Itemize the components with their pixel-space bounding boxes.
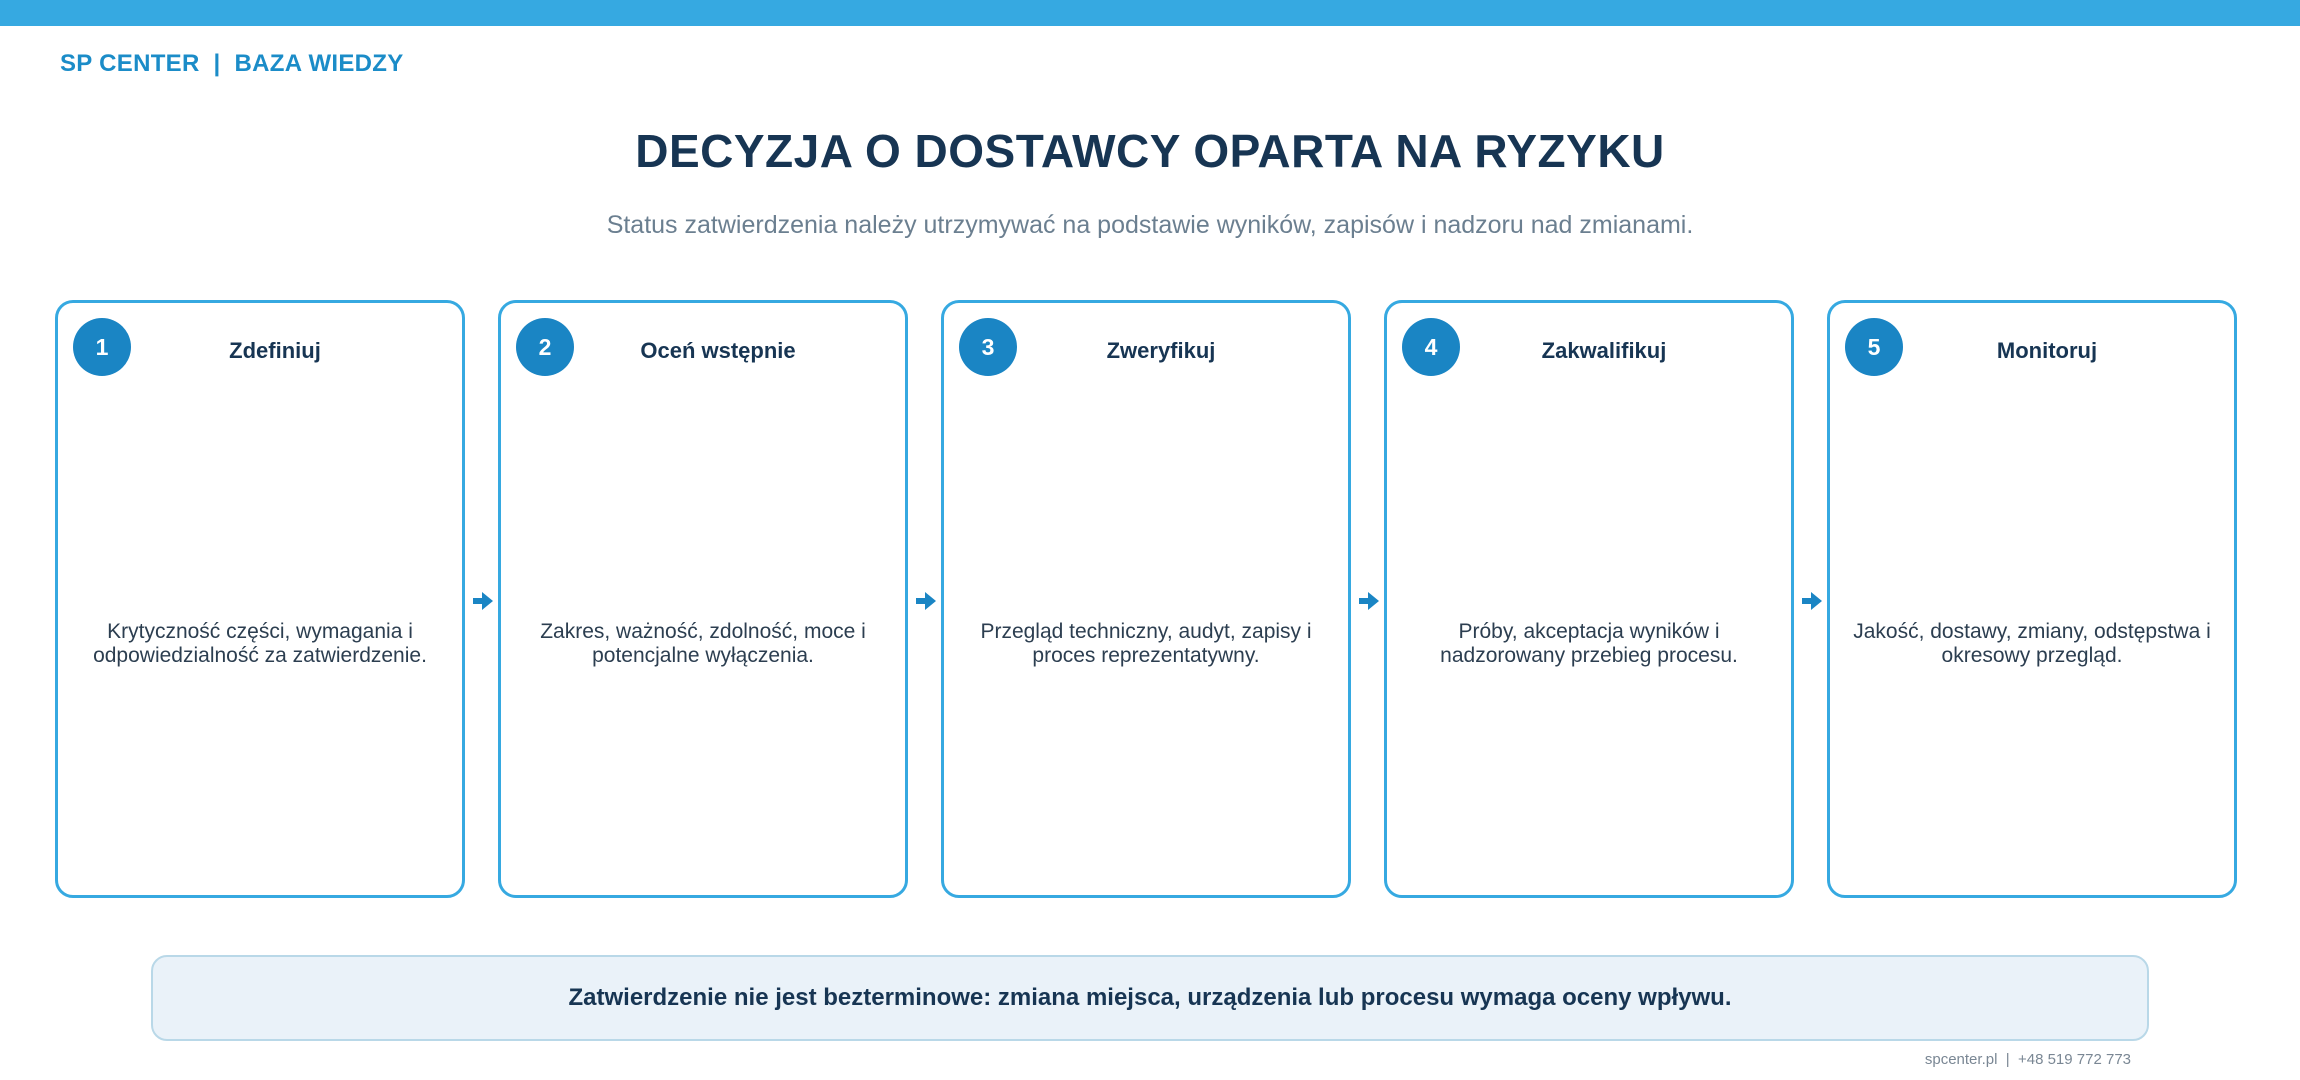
page-title: DECYZJA O DOSTAWCY OPARTA NA RYZYKU — [635, 125, 1665, 177]
step-title: Zweryfikuj — [1106, 338, 1216, 363]
step-number-badge: 1 — [73, 318, 131, 376]
step-card-5 — [1827, 300, 2237, 898]
step-number-badge: 4 — [1402, 318, 1460, 376]
arrow-right-icon — [473, 590, 495, 612]
step-number-badge: 3 — [959, 318, 1017, 376]
step-title: Oceń wstępnie — [640, 338, 796, 363]
top-accent-bar — [0, 0, 2300, 26]
arrow-right-icon — [1802, 590, 1824, 612]
footer-contact: spcenter.pl | +48 519 772 773 — [1924, 1051, 2131, 1068]
step-number-badge: 5 — [1845, 318, 1903, 376]
step-title: Monitoruj — [1996, 338, 2098, 363]
step-number-badge: 2 — [516, 318, 574, 376]
arrow-right-icon — [916, 590, 938, 612]
page-subtitle: Status zatwierdzenia należy utrzymywać na podstawie wyników, zapisów i nadzoru nad zmianami. — [606, 211, 1694, 239]
step-title: Zdefiniuj — [229, 338, 321, 363]
step-title: Zakwalifikuj — [1541, 338, 1667, 363]
step-card-2 — [498, 300, 908, 898]
brand-header: SP CENTER | BAZA WIEDZY — [60, 50, 404, 77]
step-card-1 — [55, 300, 465, 898]
process-steps — [55, 300, 2245, 905]
step-description: Próby, akceptacja wyników i nadzorowany przebieg procesu. — [1440, 620, 1738, 667]
step-card-4 — [1384, 300, 1794, 898]
step-description: Zakres, ważność, zdolność, moce i potencjalne wyłączenia. — [540, 620, 866, 667]
step-description: Przegląd techniczny, audyt, zapisy i proces reprezentatywny. — [980, 620, 1312, 667]
arrow-right-icon — [1359, 590, 1381, 612]
step-card-3 — [941, 300, 1351, 898]
note-banner: Zatwierdzenie nie jest bezterminowe: zmiana miejsca, urządzenia lub procesu wymaga oceny wpływu. — [151, 955, 2149, 1041]
step-description: Jakość, dostawy, zmiany, odstępstwa i okresowy przegląd. — [1853, 620, 2211, 667]
step-description: Krytyczność części, wymagania i odpowiedzialność za zatwierdzenie. — [93, 620, 427, 667]
